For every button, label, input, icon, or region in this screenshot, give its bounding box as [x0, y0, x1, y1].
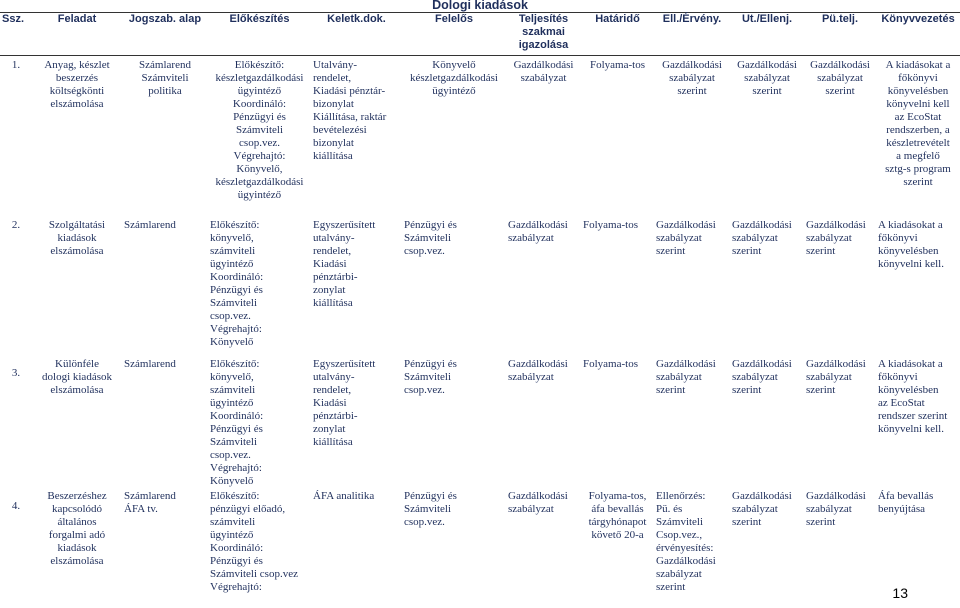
row-number: 3.: [11, 367, 21, 379]
cell-jogszab: Számlarend Számviteli politika: [139, 59, 191, 97]
cell-ut: Gazdálkodási szabályzat szerint: [732, 219, 792, 257]
cell-ut: Gazdálkodási szabályzat szerint: [737, 59, 797, 97]
header-ssz: Ssz.: [0, 13, 32, 56]
cell-jogszab: Számlarend: [124, 219, 176, 231]
cell-ut: Gazdálkodási szabályzat szerint: [732, 358, 792, 396]
cell-hatarido: Folyama-tos: [583, 358, 638, 370]
table-row: [0, 56, 960, 210]
cell-keletk: Utalvány- rendelet, Kiadási pénztár- bizonylat Kiállítása, raktár bevételezési bizonylat kiállítása: [313, 59, 387, 162]
header-ut: Ut./Ellenj.: [730, 13, 804, 56]
page-number: 13: [892, 585, 908, 601]
cell-felelos: Pénzügyi és Számviteli csop.vez.: [404, 358, 457, 396]
cell-jogszab: Számlarend: [124, 358, 176, 370]
header-felelos: Felelős: [402, 13, 506, 56]
cell-elokeszites: Előkészítő: könyvelő, számviteli ügyintéző Koordináló: Pénzügyi és Számviteli csop.vez. Végrehajtó: Könyvelő: [210, 358, 264, 487]
cell-teljesites: Gazdálkodási szabályzat: [508, 358, 568, 383]
header-feladat: Feladat: [32, 13, 122, 56]
cell-feladat: Anyag, készlet beszerzés költségkönti elszámolása: [44, 59, 110, 110]
cell-feladat: Beszerzéshez kapcsolódó általános forgalmi adó kiadások elszámolása: [47, 490, 107, 567]
cell-pu: Gazdálkodási szabályzat szerint: [806, 490, 866, 528]
cell-ell: Ellenőrzés: Pü. és Számviteli Csop.vez., érvényesítés: Gazdálkodási szabályzat szerint: [656, 490, 716, 593]
cell-pu: Gazdálkodási szabályzat szerint: [806, 358, 866, 396]
table-row: [0, 357, 960, 488]
cell-ut: Gazdálkodási szabályzat szerint: [732, 490, 792, 528]
cell-pu: Gazdálkodási szabályzat szerint: [810, 59, 870, 97]
row-number: 2.: [11, 219, 21, 231]
cell-konyv: A kiadásokat a főkönyvi könyvelésben könyvelni kell az EcoStat rendszerben, a készletrevételt a megfelő sztg-s program szerint: [885, 59, 951, 188]
cell-ell: Gazdálkodási szabályzat szerint: [656, 358, 716, 396]
cell-hatarido: Folyama-tos: [590, 59, 645, 71]
header-elokeszites: Előkészítés: [208, 13, 311, 56]
cell-elokeszites: Előkészítő: pénzügyi előadó, számviteli ügyintéző Koordináló: Pénzügyi és Számviteli csop.vez Végrehajtó:: [210, 490, 298, 593]
cell-ell: Gazdálkodási szabályzat szerint: [656, 219, 716, 257]
cell-teljesites: Gazdálkodási szabályzat: [508, 219, 568, 244]
cell-teljesites: Gazdálkodási szabályzat: [508, 490, 568, 515]
cell-pu: Gazdálkodási szabályzat szerint: [806, 219, 866, 257]
header-konyv: Könyvvezetés: [876, 13, 960, 56]
cell-konyv: Áfa bevallás benyújtása: [878, 490, 934, 515]
procedure-table: [0, 12, 960, 608]
cell-keletk: ÁFA analitika: [313, 490, 375, 502]
cell-hatarido: Folyama-tos: [583, 219, 638, 231]
header-jogszab: Jogszab. alap: [122, 13, 208, 56]
header-pu: Pü.telj.: [804, 13, 876, 56]
cell-felelos: Pénzügyi és Számviteli csop.vez.: [404, 490, 457, 528]
cell-elokeszites: Előkészítő: készletgazdálkodási ügyintéző Koordináló: Pénzügyi és Számviteli csop.vez. Végrehajtó: Könyvelő, készletgazdálkodási ügyintéző: [215, 59, 304, 201]
row-number: 4.: [11, 500, 21, 512]
page-title: Dologi kiadások: [432, 0, 528, 12]
cell-feladat: Szolgáltatási kiadások elszámolása: [48, 219, 106, 257]
cell-felelos: Pénzügyi és Számviteli csop.vez.: [404, 219, 457, 257]
header-row: [0, 13, 960, 56]
cell-konyv: A kiadásokat a főkönyvi könyvelésben az EcoStat rendszer szerint könyvelni kell.: [878, 358, 948, 435]
cell-jogszab: Számlarend ÁFA tv.: [124, 490, 176, 515]
cell-keletk: Egyszerűsített utalvány- rendelet, Kiadási pénztárbi- zonylat kiállítása: [313, 358, 376, 448]
row-number: 1.: [11, 59, 21, 71]
cell-ell: Gazdálkodási szabályzat szerint: [662, 59, 722, 97]
cell-felelos: Könyvelő készletgazdálkodási ügyintéző: [410, 59, 498, 97]
table-row: [0, 488, 960, 608]
cell-konyv: A kiadásokat a főkönyvi könyvelésben könyvelni kell.: [878, 219, 944, 270]
cell-teljesites: Gazdálkodási szabályzat: [513, 59, 574, 84]
header-keletk: Keletk.dok.: [311, 13, 402, 56]
cell-elokeszites: Előkészítő: könyvelő, számviteli ügyintéző Koordináló: Pénzügyi és Számviteli csop.vez. Végrehajtó: Könyvelő: [210, 219, 264, 348]
cell-hatarido: Folyama-tos, áfa bevallás tárgyhónapot követő 20-a: [588, 490, 647, 541]
header-teljesites: Teljesítés szakmai igazolása: [506, 13, 581, 56]
cell-feladat: Különféle dologi kiadások elszámolása: [42, 358, 112, 396]
header-ell: Ell./Érvény.: [654, 13, 730, 56]
header-hatarido: Határidő: [581, 13, 654, 56]
table-row: [0, 209, 960, 357]
cell-keletk: Egyszerűsített utalvány- rendelet, Kiadási pénztárbi- zonylat kiállítása: [313, 219, 376, 309]
